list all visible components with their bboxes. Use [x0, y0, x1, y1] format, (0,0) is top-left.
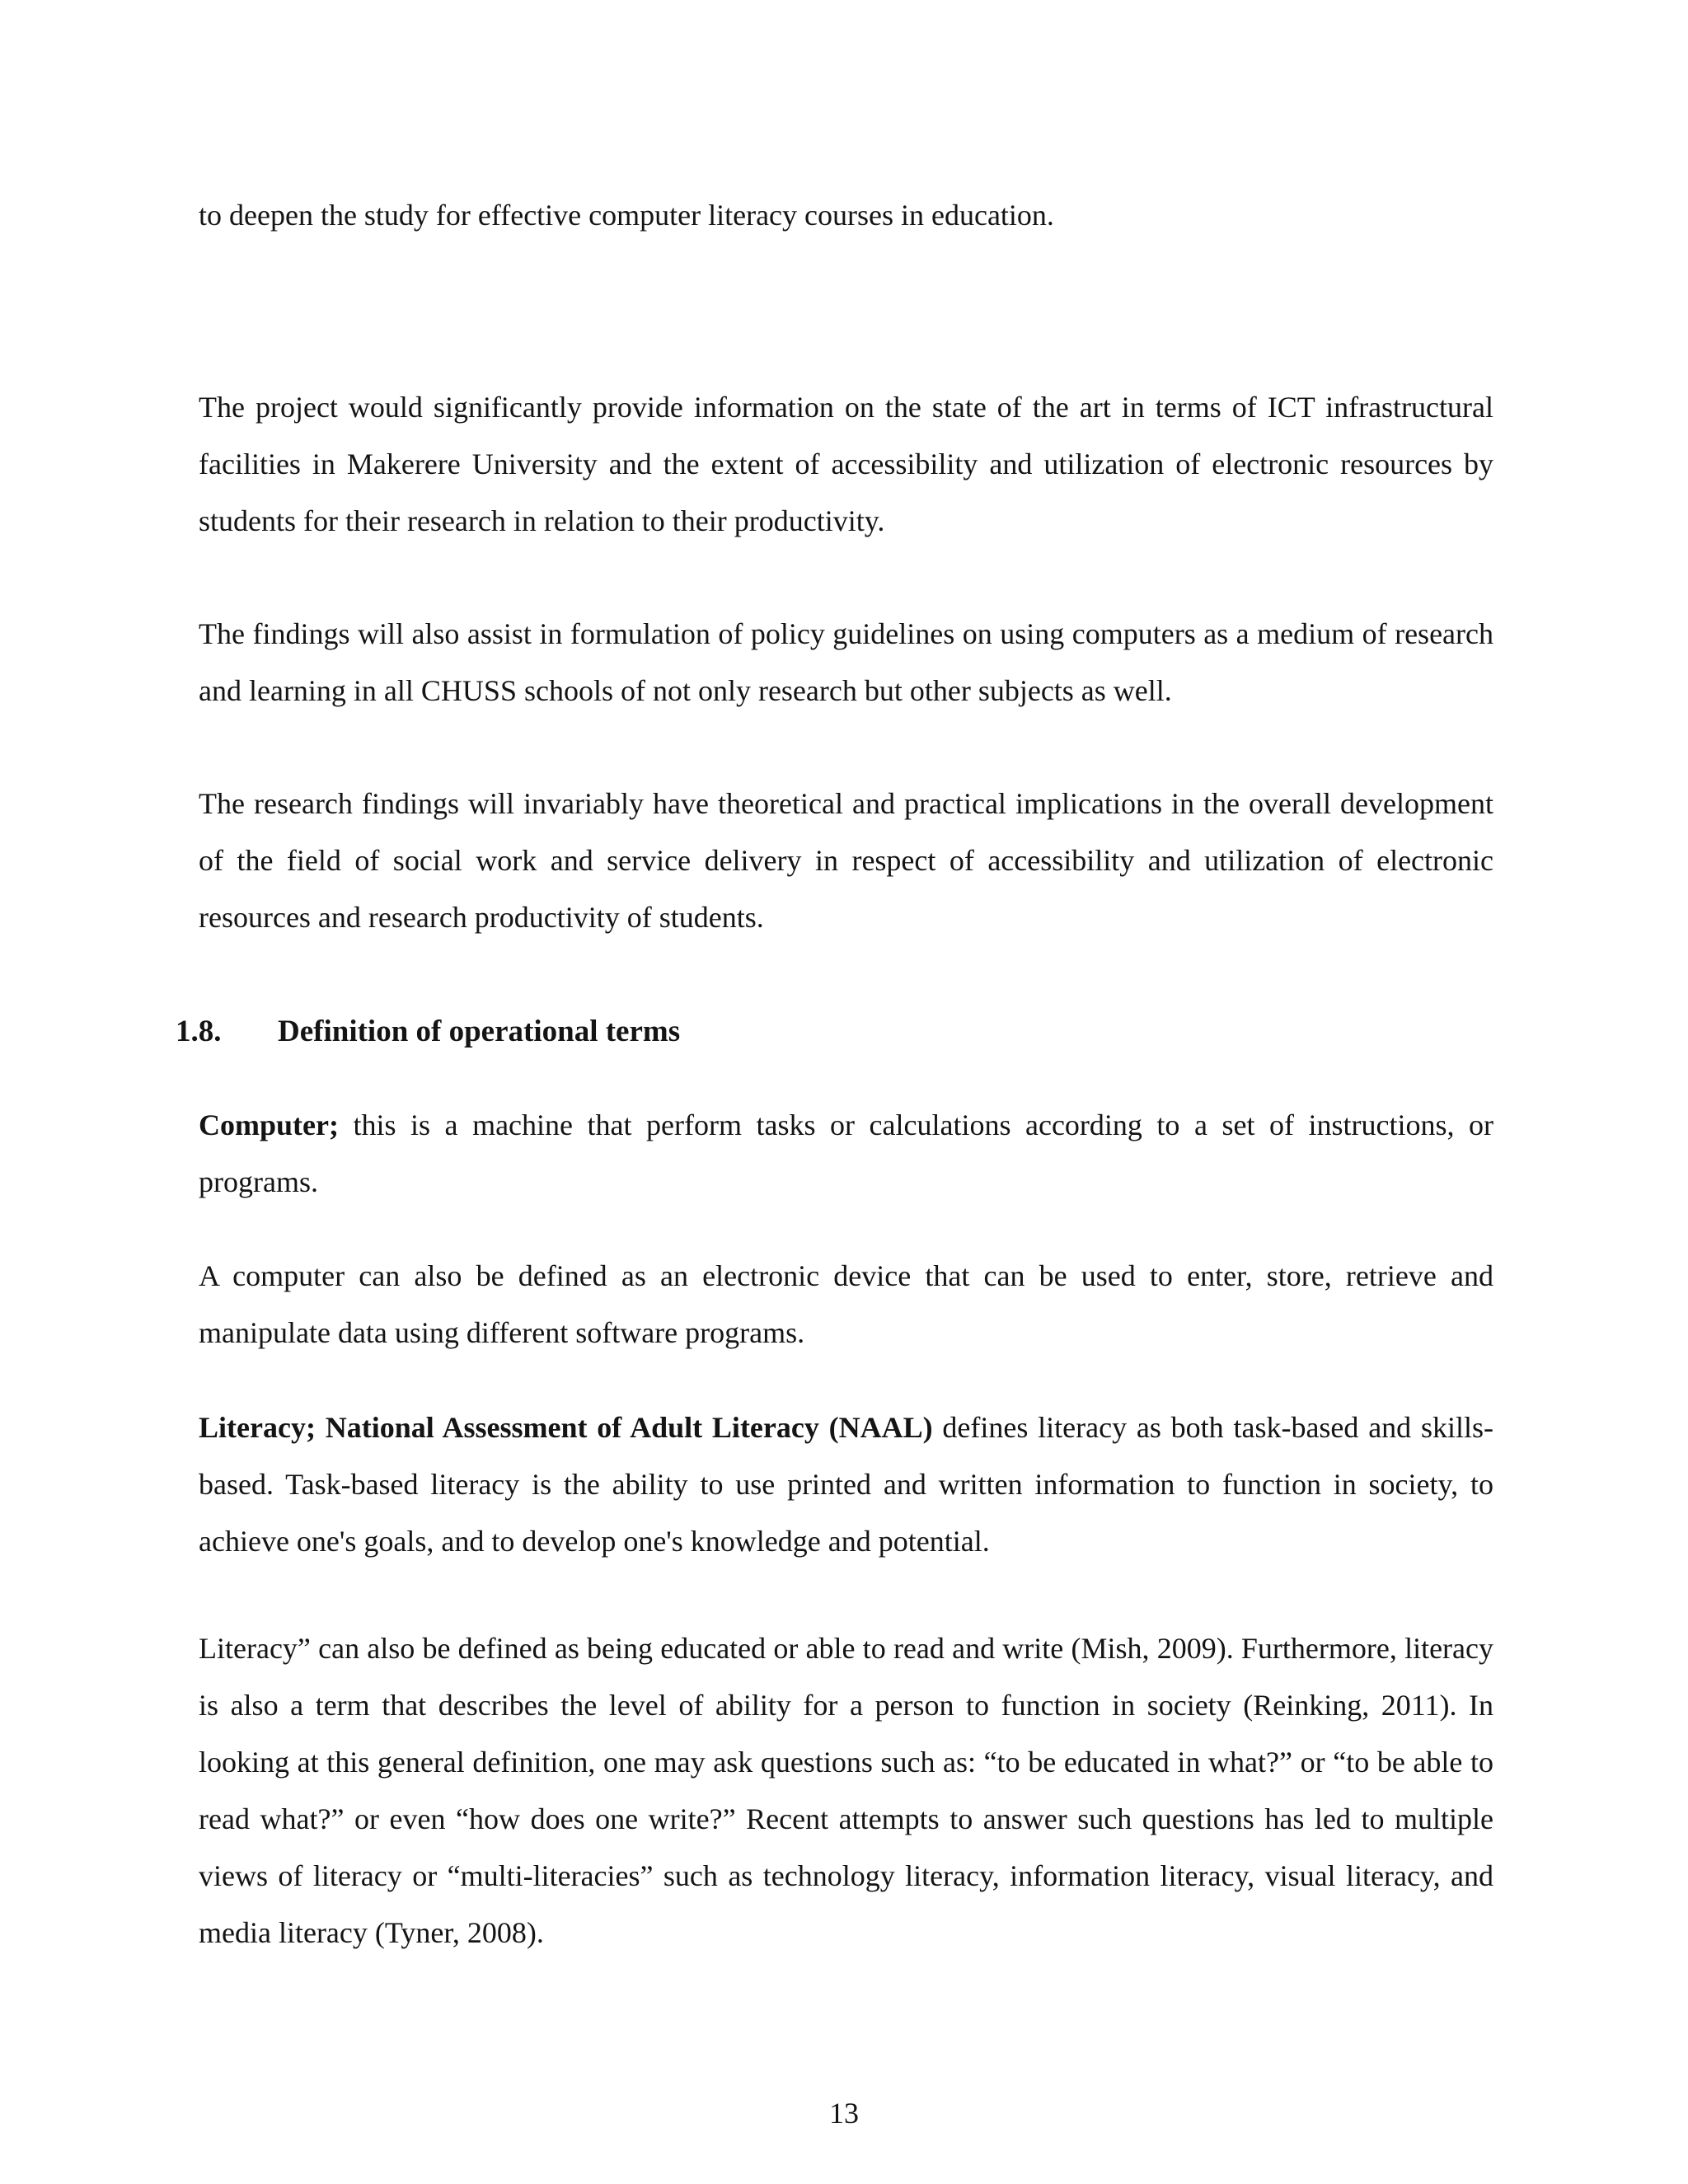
paragraph-findings-policy: The findings will also assist in formulation of policy guidelines on using computers as a medium of research and learning in all CHUSS schools of not only research but other subjects as well. — [199, 617, 1493, 707]
definition-computer-text: this is a machine that perform tasks or calculations according to a set of instructions, or programs. — [199, 1108, 1493, 1198]
definition-computer — [199, 1097, 1493, 1211]
section-heading: Definition of operational terms — [278, 1015, 681, 1048]
definition-literacy-extended: Literacy” can also be defined as being educated or able to read and write (Mish, 2009). Furthermore, literacy is also a term that describes the level of ability for a person to function in society (Reinking, 2011). In looking at this general definition, one may ask questions such as: “to be educated in what?” or “to be able to read what?” or even “how does one write?” Recent attempts to answer such questions has led to multiple views of literacy or “multi-literacies” such as technology literacy, information literacy, visual literacy, and media literacy (Tyner, 2008). — [199, 1632, 1493, 1949]
term-literacy: Literacy; National Assessment of Adult Literacy (NAAL) — [199, 1411, 933, 1444]
term-computer: Computer; — [199, 1108, 339, 1141]
definition-literacy — [199, 1399, 1493, 1570]
paragraph-continuation: to deepen the study for effective computer literacy courses in education. — [199, 199, 1054, 232]
definition-literacy-text: defines literacy as both task-based and skills-based. Task-based literacy is the ability to use printed and written information to function in society, to achieve one's goals, and to develop one's knowledge and potential. — [199, 1411, 1493, 1558]
section-number: 1.8. — [176, 1015, 222, 1048]
paragraph-research-implications: The research findings will invariably have theoretical and practical implications in the overall development of the field of social work and service delivery in respect of accessibility and utilization of electronic resources and research productivity of students. — [199, 787, 1493, 934]
page-number: 13 — [829, 2097, 859, 2130]
paragraph-project-significance: The project would significantly provide information on the state of the art in terms of ICT infrastructural facilities in Makerere University and the extent of accessibility and utilization of electronic resources by students for their research in relation to their productivity. — [199, 391, 1493, 537]
definition-computer-alternative: A computer can also be defined as an electronic device that can be used to enter, store, retrieve and manipulate data using different software programs. — [199, 1259, 1493, 1349]
